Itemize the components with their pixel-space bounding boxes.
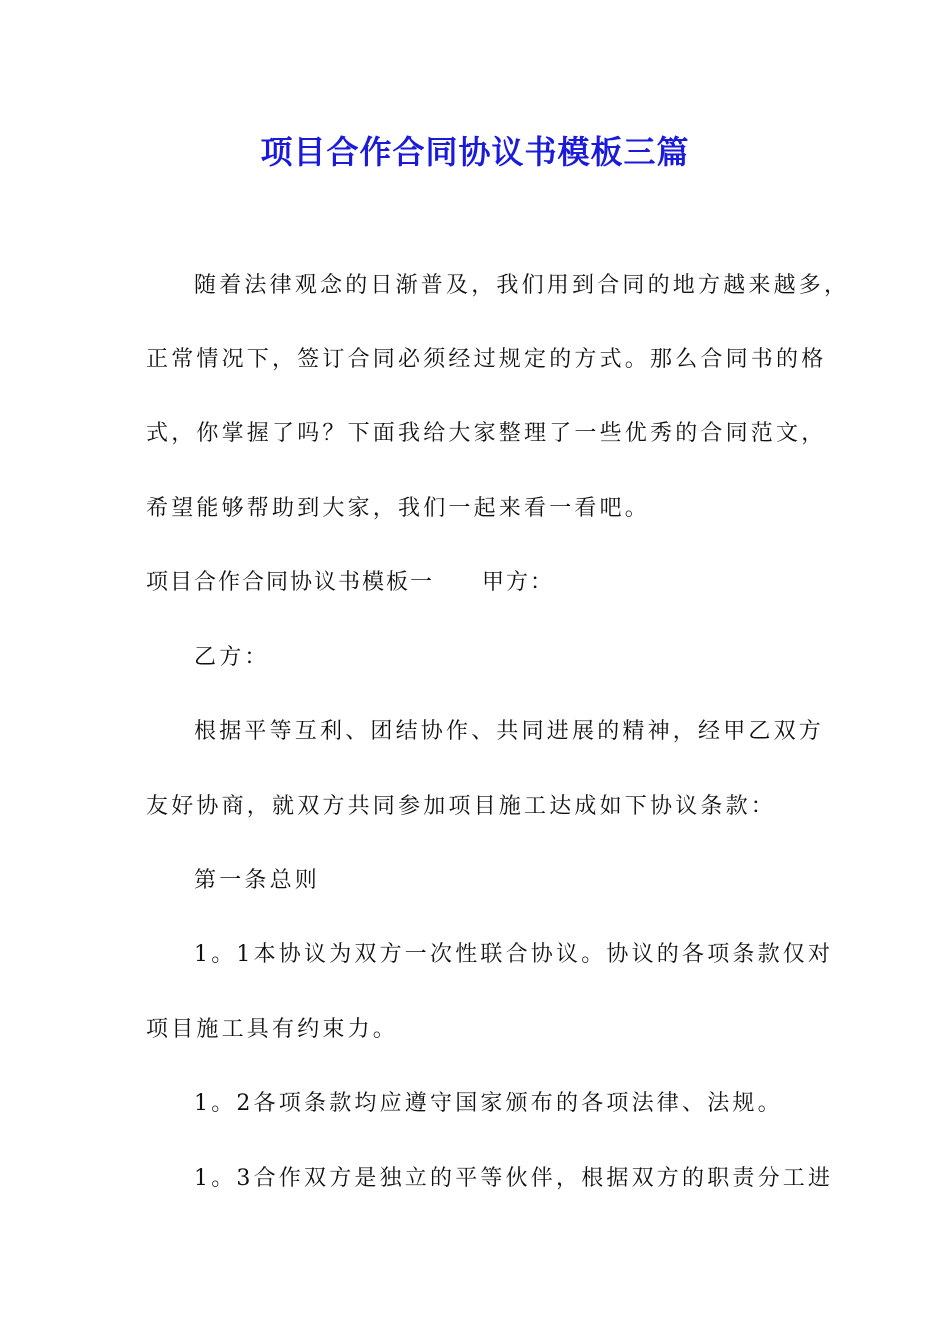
paragraph-line: 乙方： — [194, 645, 270, 670]
paragraph-line: 式，你掌握了吗？下面我给大家整理了一些优秀的合同范文， — [146, 421, 827, 446]
clause-line: 1。3合作双方是独立的平等伙伴，根据双方的职责分工进 — [194, 1166, 834, 1191]
paragraph-line: 正常情况下，签订合同必须经过规定的方式。那么合同书的格 — [146, 347, 827, 372]
clause-heading: 第一条总则 — [194, 868, 321, 893]
clause-line: 项目施工具有约束力。 — [146, 1017, 399, 1042]
paragraph-line: 随着法律观念的日渐普及，我们用到合同的地方越来越多， — [194, 273, 850, 298]
paragraph-line: 根据平等互利、团结协作、共同进展的精神，经甲乙双方 — [194, 719, 825, 744]
section-heading-line: 项目合作合同协议书模板一 甲方： — [146, 570, 555, 595]
paragraph-line: 友好协商，就双方共同参加项目施工达成如下协议条款： — [146, 794, 777, 819]
document-title: 项目合作合同协议书模板三篇 — [260, 133, 690, 171]
clause-line: 1。2各项条款均应遵守国家颁布的各项法律、法规。 — [194, 1091, 783, 1116]
clause-line: 1。1本协议为双方一次性联合协议。协议的各项条款仅对 — [194, 942, 834, 967]
paragraph-line: 希望能够帮助到大家，我们一起来看一看吧。 — [146, 496, 651, 521]
